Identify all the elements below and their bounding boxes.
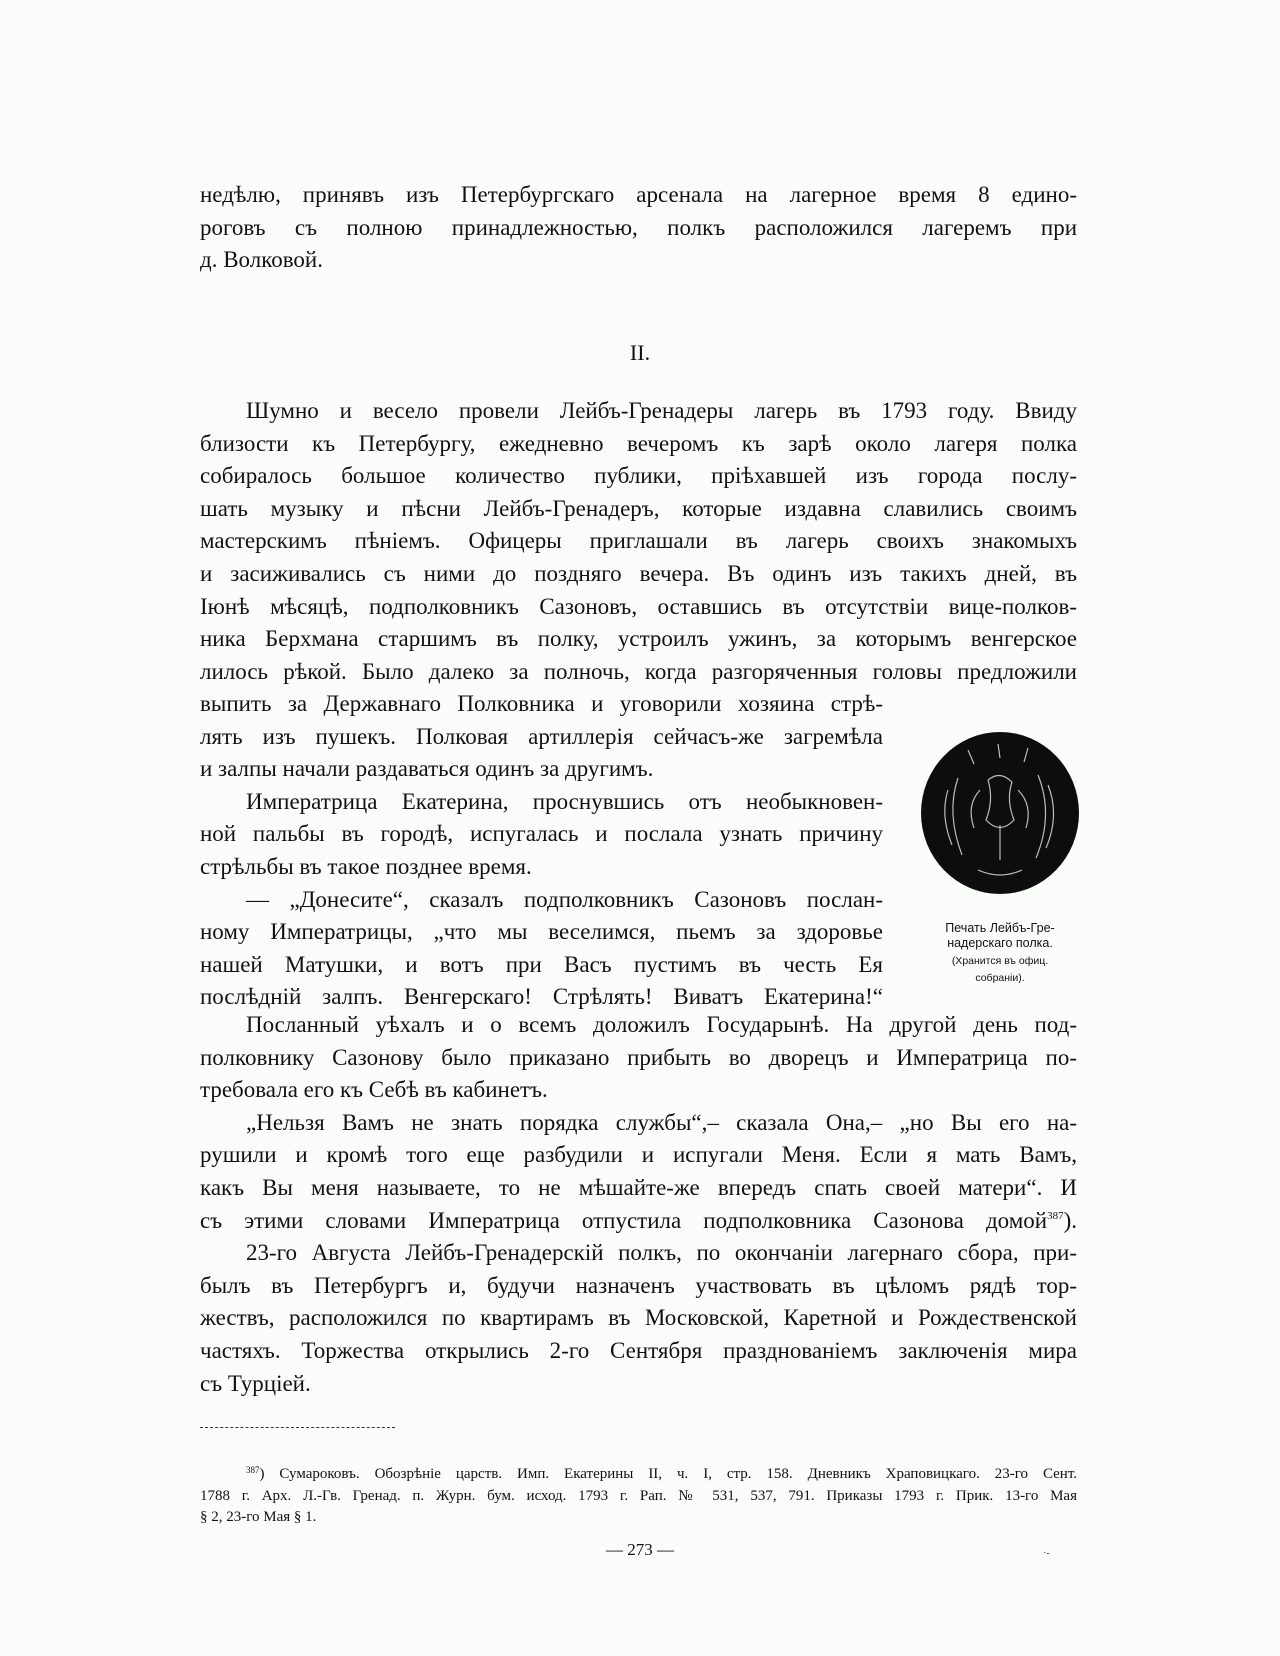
line-text: съ Турцiей. <box>200 1370 311 1396</box>
line-text: „Нельзя Вамъ не знать порядка службы“,– сказала Она,– „но Вы его на- <box>246 1109 1077 1135</box>
text-line <box>200 179 1077 212</box>
seal-caption-note-2: собранiи). <box>975 972 1025 984</box>
text-line <box>200 1205 1077 1238</box>
text-line <box>200 525 1077 558</box>
text-line <box>200 688 883 721</box>
text-line <box>200 884 883 917</box>
paragraph-block-beside-seal <box>200 688 883 1014</box>
footnote <box>200 1464 1077 1529</box>
line-text-end: ). <box>1063 1207 1077 1233</box>
line-text: полковнику Сазонову было приказано прибыть во дворецъ и Императрица по- <box>200 1044 1077 1070</box>
line-text: ной пальбы въ городѣ, испугалась и послала узнать причину <box>200 821 883 847</box>
line-text: былъ въ Петербургъ и, будучи назначенъ участвовать въ цѣломъ рядѣ тор- <box>200 1272 1077 1298</box>
line-text: и засиживались съ ними до поздняго вечера. Въ одинъ изъ такихъ дней, въ <box>200 560 1077 586</box>
text-line <box>200 949 883 982</box>
paragraph-block-camp <box>200 395 1077 688</box>
paragraph-block-top <box>200 179 1077 277</box>
text-line <box>200 558 1077 591</box>
line-text: 1788 г. Арх. Л.-Гв. Гренад. п. Журн. бум. исход. 1793 г. Рап. № 531, 537, 791. Приказы 1793 г. Прик. 13-го Мая <box>200 1487 1077 1504</box>
line-text: шать музыку и пѣсни Лейбъ-Гренадеръ, которые издавна славились своимъ <box>200 495 1077 521</box>
text-line <box>200 916 883 949</box>
text-line <box>200 1464 1077 1486</box>
text-line <box>200 1270 1077 1303</box>
line-text: 23-го Августа Лейбъ-Гренадерскiй полкъ, по окончанiи лагернаго сбора, при- <box>246 1240 1077 1266</box>
text-line <box>200 786 883 819</box>
text-line <box>200 1486 1077 1508</box>
line-text: Iюнѣ мѣсяцѣ, подполковникъ Сазоновъ, оставшись въ отсутствiи вице-полков- <box>200 593 1077 619</box>
text-line <box>200 1009 1077 1042</box>
text-line <box>200 212 1077 245</box>
text-line <box>200 1042 1077 1075</box>
text-line <box>200 460 1077 493</box>
seal-caption-title-1: Печать Лейбъ-Гре- <box>945 921 1055 935</box>
line-text: недѣлю, принявъ изъ Петербургскаго арсенала на лагерное время 8 едино- <box>200 182 1077 207</box>
seal-caption-title-2: надерскаго полка. <box>947 936 1053 950</box>
line-text: собиралось большое количество публики, прiѣхавшей изъ города послу- <box>200 463 1077 489</box>
line-text: требовала его къ Себѣ въ кабинетъ. <box>200 1077 548 1103</box>
text-line <box>200 1172 1077 1205</box>
line-text: ) Сумароковъ. Обозрѣнiе царств. Имп. Екатерины II, ч. I, стр. 158. Дневникъ Храповицкаго. 23-го Сент. <box>259 1466 1077 1482</box>
line-text: нашей Матушки, и вотъ при Васъ пустимъ въ честь Ея <box>200 951 883 977</box>
line-text: лилось рѣкой. Было далеко за полночь, когда разгоряченныя головы предложили <box>200 658 1077 684</box>
text-line <box>200 1335 1077 1368</box>
text-line <box>200 1074 1077 1107</box>
line-text: частяхъ. Торжества открылись 2-го Сентября празднованiемъ заключенiя мира <box>200 1337 1077 1363</box>
line-text: стрѣльбы въ такое позднее время. <box>200 853 532 879</box>
text-line <box>200 721 883 754</box>
text-line <box>200 1368 1077 1401</box>
seal-caption <box>905 921 1095 985</box>
line-text: рушили и кромѣ того еще разбудили и испугали Меня. Если я мать Вамъ, <box>200 1142 1077 1168</box>
text-line <box>200 623 1077 656</box>
footnote-divider <box>200 1427 395 1428</box>
line-text: послѣднiй залпъ. Венгерскаго! Стрѣлять! Виватъ Екатерина!“ <box>200 984 883 1010</box>
text-line <box>200 428 1077 461</box>
line-text: и залпы начали раздаваться одинъ за другимъ. <box>200 756 654 782</box>
paragraph-block-bottom <box>200 1009 1077 1400</box>
line-text: § 2, 23-го Мая § 1. <box>200 1509 317 1525</box>
text-line <box>200 753 883 786</box>
text-line <box>200 1107 1077 1140</box>
text-line <box>200 395 1077 428</box>
text-line <box>200 656 1077 689</box>
text-line <box>200 1302 1077 1335</box>
line-text: Шумно и весело провели Лейбъ-Гренадеры лагерь въ 1793 году. Ввиду <box>246 398 1077 423</box>
section-heading: II. <box>629 340 651 365</box>
text-line <box>200 1507 1077 1529</box>
line-text: какъ Вы меня называете, то не мѣшайте-же впередъ спать своей матери“. И <box>200 1174 1077 1200</box>
line-text: Императрица Екатерина, проснувшись отъ необыкновен- <box>246 788 883 814</box>
line-text: близости къ Петербургу, ежедневно вечеромъ къ зарѣ около лагеря полка <box>200 430 1077 456</box>
text-line <box>200 591 1077 624</box>
line-text: ному Императрицы, „что мы веселимся, пьемъ за здоровье <box>200 919 883 945</box>
line-text: съ этими словами Императрица отпустила подполковника Сазонова домой <box>200 1207 1048 1233</box>
line-text: Посланный уѣхалъ и о всемъ доложилъ Государынѣ. На другой день под- <box>246 1012 1077 1037</box>
line-text: жествъ, расположился по квартирамъ въ Московской, Каретной и Рождественской <box>200 1305 1077 1331</box>
text-line <box>200 1237 1077 1270</box>
line-text: мастерскимъ пѣнiемъ. Офицеры приглашали въ лагерь своихъ знакомыхъ <box>200 528 1077 554</box>
page-number: — 273 — <box>606 1540 674 1559</box>
line-text: д. Волковой. <box>200 247 323 273</box>
text-line <box>200 818 883 851</box>
text-line <box>200 244 1077 277</box>
seal-caption-note-1: (Хранится въ офиц. <box>951 955 1049 967</box>
line-text: — „Донесите“, сказалъ подполковникъ Сазоновъ послан- <box>246 886 883 912</box>
line-text: ника Берхмана старшимъ въ полку, устроилъ ужинъ, за которымъ венгерское <box>200 626 1077 652</box>
text-line <box>200 851 883 884</box>
regimental-seal-image <box>918 730 1082 896</box>
scan-mark: ·- <box>1043 1548 1050 1559</box>
line-text: роговъ съ полною принадлежностью, полкъ расположился лагеремъ при <box>200 214 1077 240</box>
line-text: лять изъ пушекъ. Полковая артиллерiя сейчасъ-же загремѣла <box>200 723 883 749</box>
line-text: выпить за Державнаго Полковника и уговорили хозяина стрѣ- <box>200 691 883 716</box>
text-line <box>200 493 1077 526</box>
footnote-marker: 387 <box>246 1465 260 1475</box>
text-line <box>200 1139 1077 1172</box>
footnote-reference[interactable]: 387 <box>1047 1209 1064 1222</box>
